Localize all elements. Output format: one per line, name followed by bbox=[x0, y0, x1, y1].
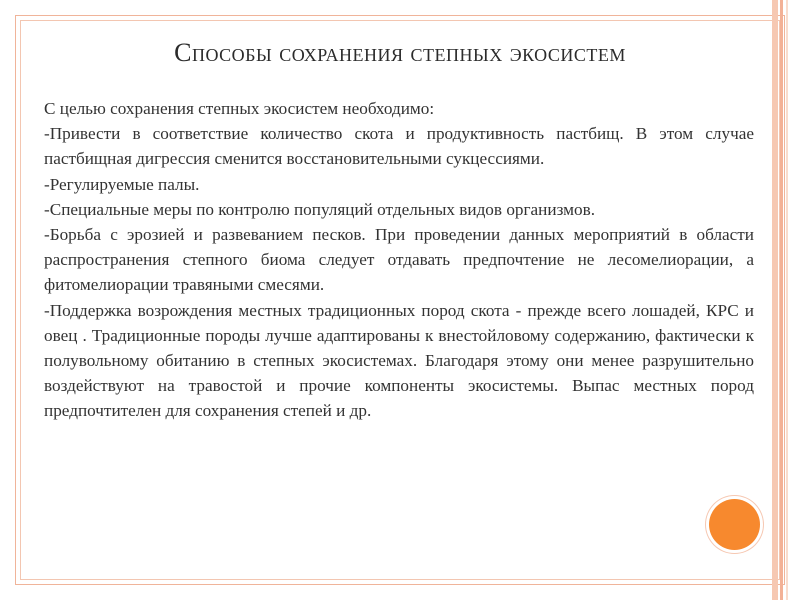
accent-circle-icon bbox=[709, 499, 760, 550]
list-item: -Привести в соответствие количество скота и продуктивность пастбищ. В этом случае пастбищная дигрессия сменится восстановительными сукцессиями. bbox=[44, 124, 754, 169]
decorative-stripe bbox=[780, 0, 783, 600]
slide-body bbox=[44, 96, 754, 424]
decorative-stripe bbox=[786, 0, 788, 600]
decorative-stripe bbox=[772, 0, 778, 600]
list-item: -Поддержка возрождения местных традиционных пород скота - прежде всего лошадей, КРС и овец . Традиционные породы лучше адаптированы к внестойловому содержанию, фактически к полувольному обитанию в степных экосистемах. Благодаря этому они менее разрушительно воздействуют на травостой и прочие компоненты экосистемы. Выпас местных пород предпочтителен для сохранения степей и др. bbox=[44, 300, 754, 421]
list-item: -Борьба с эрозией и развеванием песков. При проведении данных мероприятий в области распространения степного биома следует отдавать предпочтение не лесомелиорации, а фитомелиорации травяными смесями. bbox=[44, 225, 754, 295]
intro-text: С целью сохранения степных экосистем необходимо: bbox=[44, 99, 435, 118]
list-item: -Специальные меры по контролю популяций отдельных видов организмов. bbox=[44, 199, 596, 219]
slide-title: Способы сохранения степных экосистем bbox=[174, 38, 626, 67]
list-item: -Регулируемые палы. bbox=[44, 174, 200, 194]
